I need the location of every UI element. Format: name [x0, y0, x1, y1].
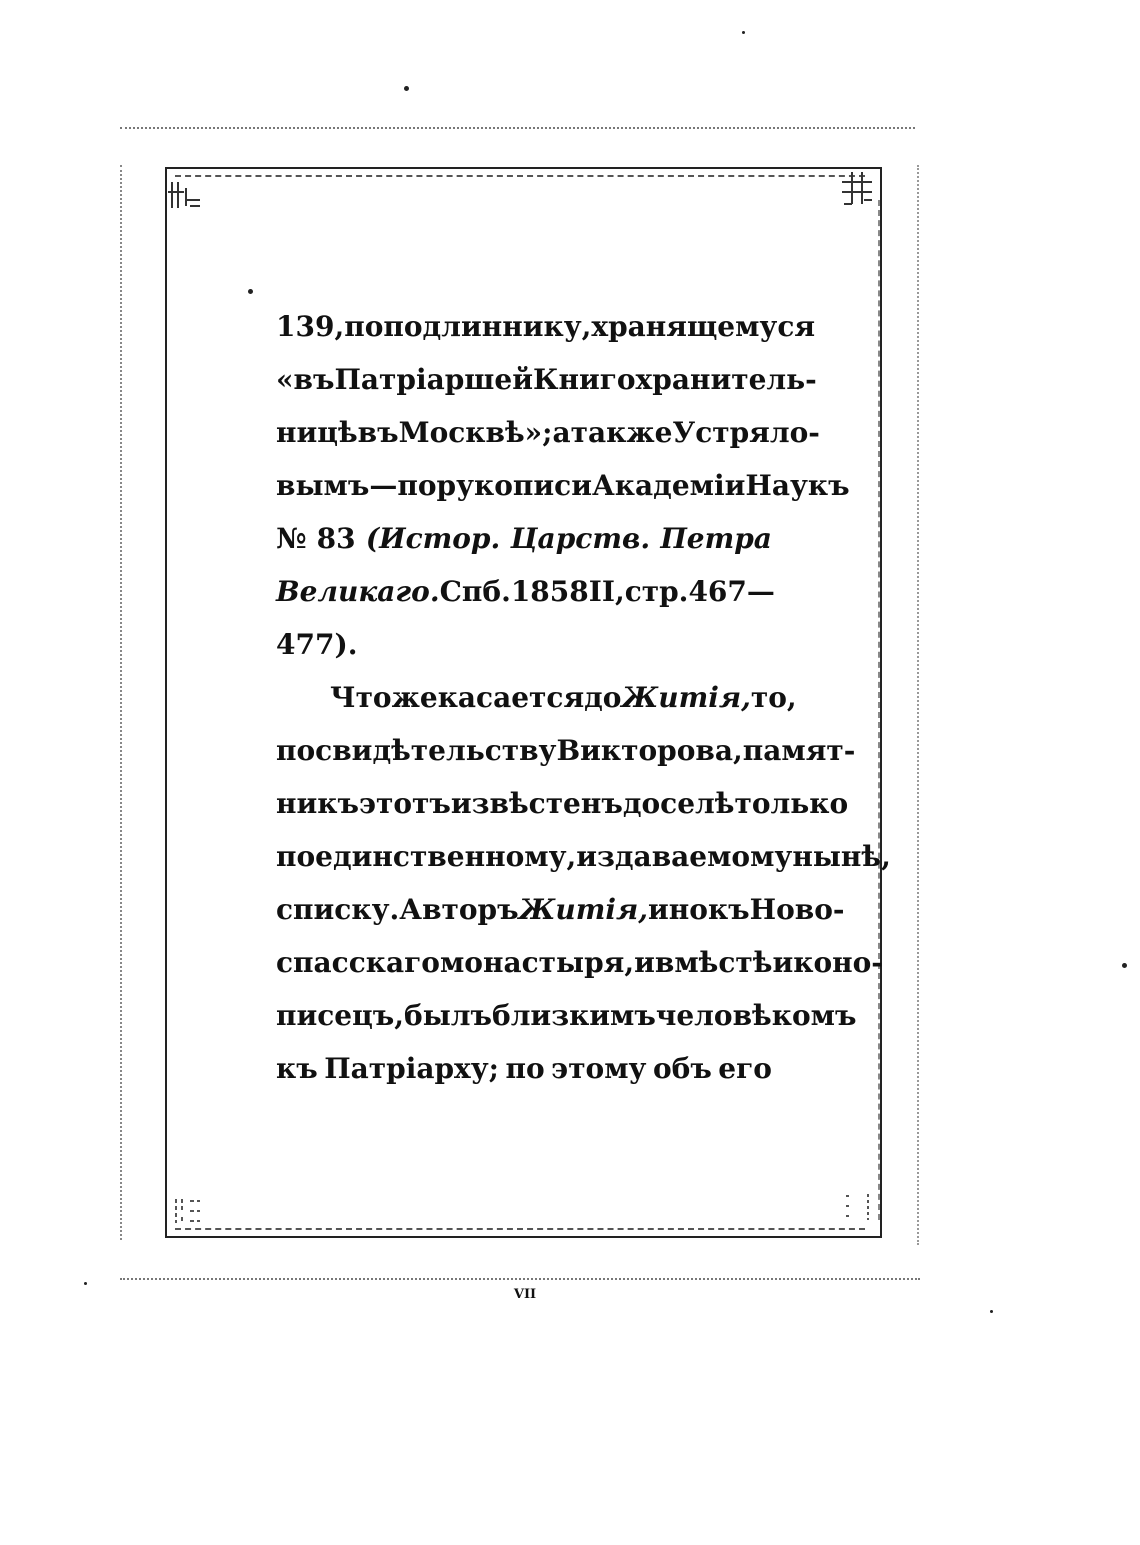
text-line — [276, 724, 856, 777]
word: 83 — [316, 522, 356, 555]
word: инокъ — [648, 893, 750, 926]
frame-rule-top — [175, 175, 865, 177]
text-line — [276, 989, 857, 1042]
text-line — [276, 1042, 772, 1095]
word: въ — [357, 416, 399, 449]
word: къ — [276, 1052, 318, 1085]
word: и — [634, 946, 655, 979]
text-line — [276, 936, 883, 989]
text-line — [276, 618, 772, 671]
word: по — [276, 734, 316, 767]
word: по — [505, 1052, 545, 1085]
word: былъ — [404, 999, 493, 1032]
word: Что — [330, 681, 392, 714]
word: до — [584, 681, 622, 714]
scan-speck — [1122, 963, 1127, 968]
scan-speck — [84, 1282, 87, 1285]
word: ницѣ — [276, 416, 358, 449]
word-italic: Житія, — [621, 681, 751, 714]
word: иконо- — [772, 946, 883, 979]
word: Патріаршей — [334, 363, 533, 396]
word: близкимъ — [492, 999, 656, 1032]
word-italic: Царств. — [510, 522, 651, 555]
word: спасскаго — [276, 946, 440, 979]
word: вмѣстѣ — [654, 946, 773, 979]
word: по — [344, 310, 384, 343]
word: то, — [750, 681, 797, 714]
word: 467— — [688, 575, 775, 608]
word: этотъ — [358, 787, 451, 820]
word: 1858 — [510, 575, 589, 608]
word: 139, — [276, 310, 345, 343]
word: Спб. — [439, 575, 511, 608]
word: хранящемуся — [591, 310, 816, 343]
word: нынѣ, — [792, 840, 891, 873]
text-line-paragraph-start — [276, 671, 797, 724]
text-line — [276, 353, 817, 406]
word: II, — [588, 575, 625, 608]
corner-ornament-bottom-left-icon — [170, 1195, 204, 1225]
word: «въ — [276, 363, 335, 396]
corner-ornament-top-left-icon — [168, 180, 202, 210]
word: его — [718, 1052, 772, 1085]
frame-rule-bottom — [175, 1228, 865, 1230]
word-italic: (Истор. — [365, 522, 501, 555]
word: памят- — [742, 734, 856, 767]
text-line — [276, 512, 772, 565]
word: также — [570, 416, 673, 449]
word: единственному, — [315, 840, 577, 873]
word-italic: Житія, — [518, 893, 648, 926]
word: стр. — [624, 575, 689, 608]
scan-guide-bottom — [120, 1278, 920, 1280]
text-line — [276, 565, 775, 618]
word: извѣстенъ — [450, 787, 623, 820]
word: 477). — [276, 628, 358, 661]
word: Ново- — [749, 893, 845, 926]
scan-guide-top — [120, 127, 915, 129]
text-line — [276, 830, 891, 883]
corner-ornament-top-right-icon — [840, 170, 874, 200]
scan-speck — [990, 1310, 993, 1313]
corner-ornament-bottom-right-icon — [842, 1192, 876, 1222]
scan-guide-left — [120, 165, 122, 1240]
body-text — [276, 300, 891, 1095]
word: доселѣ — [622, 787, 735, 820]
word: Авторъ — [399, 893, 519, 926]
word: писецъ, — [276, 999, 405, 1032]
scan-speck — [404, 86, 409, 91]
frame-rule-right — [878, 200, 880, 1220]
word: Устряло- — [672, 416, 820, 449]
word: этому — [551, 1052, 647, 1085]
scan-speck — [248, 289, 253, 294]
word: № — [276, 522, 307, 555]
text-line — [276, 406, 820, 459]
word: свидѣтельству — [315, 734, 557, 767]
word: вымъ—по — [276, 469, 437, 502]
word: никъ — [276, 787, 359, 820]
word: Викторова, — [556, 734, 743, 767]
scan-speck — [742, 31, 745, 34]
word: же — [391, 681, 438, 714]
word: касается — [437, 681, 585, 714]
word: подлиннику, — [383, 310, 592, 343]
word-italic: Петра — [660, 522, 772, 555]
word: Москвѣ»; — [398, 416, 553, 449]
word: человѣкомъ — [655, 999, 857, 1032]
text-line — [276, 300, 816, 353]
word: монастыря, — [439, 946, 635, 979]
word: Академіи — [591, 469, 746, 502]
word: только — [734, 787, 849, 820]
text-line — [276, 459, 850, 512]
word: рукописи — [436, 469, 592, 502]
word: Наукъ — [745, 469, 850, 502]
word: по — [276, 840, 316, 873]
word: списку. — [276, 893, 400, 926]
scan-guide-right — [917, 165, 919, 1245]
word: объ — [652, 1052, 712, 1085]
text-line — [276, 777, 849, 830]
word: издаваемому — [576, 840, 793, 873]
page-number: VII — [513, 1287, 537, 1302]
word: Книгохранитель- — [532, 363, 817, 396]
text-line — [276, 883, 845, 936]
word: Патріарху; — [324, 1052, 500, 1085]
word: а — [552, 416, 571, 449]
word-italic: Великаго. — [276, 575, 440, 608]
